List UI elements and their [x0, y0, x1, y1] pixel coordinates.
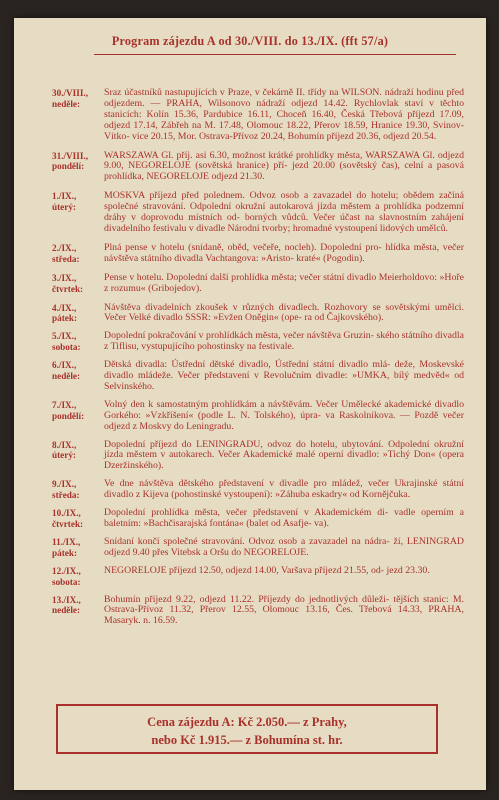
entry-text-line: kraté« (Pogodin).: [296, 252, 365, 264]
entry-text-line: ra od Čajkovského).: [304, 312, 384, 324]
entry-description: [104, 151, 464, 184]
entry-description: [104, 331, 464, 353]
entry-date-line: 9./IX.,: [52, 479, 77, 490]
entry-date-line: 10./IX.,: [52, 508, 81, 519]
entry-date: [52, 191, 104, 213]
entry-date-line: neděle:: [52, 98, 81, 109]
entry-date-line: pátek:: [52, 313, 78, 324]
entry-text-line: na M. 17.48, Olomouc 18.22, Přerov 18.59, Hranice 19.30, Svinov-Vítko-: [104, 119, 465, 142]
program-title: Program zájezdu A od 30./VIII. do 13./IX. (fft 57/a): [111, 34, 389, 48]
entry-text-line: festivalu v divadle Národní tvorby; hromadné vystoupení lidových: [152, 222, 415, 234]
entry-text-line: 14.42. Rychlovlak staví v těchto stanicích: Kolín 15.36, Pardubice: [104, 97, 465, 120]
itinerary-entry: [52, 303, 464, 325]
entry-date-line: pondělí:: [52, 161, 85, 172]
entry-text-line: WARSZAWA Gl. odjezd 9.00, NEGORELOJE (sovětská hranice) pří-: [104, 149, 464, 172]
entry-text-line: divadle: »UMKA, bílý medvěd« od Selvinského.: [104, 370, 465, 392]
entry-date: [52, 508, 104, 530]
entry-text-line: va Raskolnikova. — Pozdě večer odjezd z Moskvy do Leningradu.: [104, 409, 464, 432]
entry-date-line: středa:: [52, 253, 80, 264]
document-page: [14, 18, 486, 790]
entry-text-line: Volný den k samostatným prohlídkám a návštěvám. Večer Umělecké: [104, 398, 381, 410]
entry-text-line: akademické divadlo Gorkého: »Vzkříšení« (podle L. N. Tolského), úpra-: [104, 398, 464, 421]
itinerary-entry: [52, 440, 464, 473]
itinerary-entry: [52, 508, 464, 530]
entry-text-line: Ve dne návštěva dětského představení v divadle pro mládež, večer: [104, 478, 390, 490]
entry-date-line: 13./IX.,: [52, 594, 81, 605]
itinerary-entry: [52, 331, 464, 353]
entry-text-line: tějších stanic: M. Ostrava-Přívoz 11.32, Přerov 12.55, Olomouc 13.16,: [104, 593, 464, 616]
itinerary-entry: [52, 400, 464, 433]
price-line-2: nebo Kč 1.915.— z Bohumína st. hr.: [151, 733, 343, 747]
entry-text-line: Bohumín příjezd 9.22, odjezd 11.22. Příjezdy do jednotlivých důleži-: [104, 593, 390, 605]
entry-description: [104, 88, 464, 143]
entry-description: [104, 479, 464, 501]
itinerary-entry: [52, 360, 464, 393]
entry-text-line: eskadry« od Kornějčuka.: [311, 489, 411, 501]
entry-date: [52, 400, 104, 422]
entry-text-line: sovětskými umělci. Večer Velké divadlo SSSR: »Evžen Oněgin« (ope-: [104, 301, 464, 324]
entry-date-line: 12./IX.,: [52, 565, 81, 576]
entry-date-line: 3./IX.,: [52, 272, 77, 283]
entry-date-line: 7./IX.,: [52, 399, 77, 410]
entry-date: [52, 537, 104, 559]
entry-date: [52, 331, 104, 353]
entry-text-line: odjezd 21.30.: [211, 171, 265, 183]
entry-date-line: 1./IX.,: [52, 191, 77, 202]
entry-text-line: Návštěva divadelních zkoušek v různých divadlech. Rozhovory se: [104, 301, 381, 313]
itinerary-entry: [52, 273, 464, 295]
entry-text-line: Dětská divadla: Ústřední dětské divadlo, Ústřední státní divadlo mlá-: [104, 359, 391, 371]
entry-text-line: NEGORELOJE příjezd 12.50, odjezd 14.00, Varšava příjezd 21.55, od-: [104, 564, 385, 576]
entry-description: [104, 303, 464, 325]
entry-date-line: 8./IX.,: [52, 439, 77, 450]
entry-description: [104, 595, 464, 628]
entry-date-line: úterý:: [52, 450, 76, 461]
entry-text-line: jezd 20.00 (sovětský čas), celní a pasová prohlídka, NEGORELOJE: [104, 160, 465, 183]
entry-text-line: va).: [314, 518, 329, 529]
entry-date: [52, 595, 104, 617]
entry-date-line: středa:: [52, 490, 80, 501]
itinerary-entry: [52, 566, 464, 588]
entry-date: [52, 566, 104, 588]
entry-text-line: 16.11, Choceň 16.40, Česká Třebová příjezd 17.09, odjezd 17.14, Zábřeh: [104, 108, 465, 131]
entry-text-line: Plná pense v hotelu (snídaně, oběd, večeře, nocleh). Dopolední pro-: [104, 241, 382, 253]
entry-date-line: čtvrtek:: [52, 283, 84, 294]
entry-date: [52, 273, 104, 295]
entry-text-line: vadle operním a baletním: »Bachčisarajská fontána« (balet od Asafje-: [104, 507, 464, 529]
itinerary-entry: [52, 479, 464, 501]
itinerary-entry: [52, 151, 464, 184]
entry-date-line: 4./IX.,: [52, 302, 77, 313]
entry-date-line: pátek:: [52, 547, 78, 558]
entry-text-line: malé operní divadlo: »Tichý Don« (opera Dzeržinského).: [104, 449, 465, 472]
entry-text-line: Dopolední pokračování v prohlídkách města, večer návštěva Gruzin-: [104, 330, 374, 342]
entry-date-line: neděle:: [52, 605, 81, 616]
entry-date-line: neděle:: [52, 371, 81, 382]
entry-date: [52, 360, 104, 382]
entry-text-line: Ukrajinské státní divadlo z Kijeva (pohostinské vystoupení): »Záhuba: [104, 478, 464, 501]
entry-text-line: deže, Moskevské divadlo mládeže. Večer představení v Revolučním: [104, 359, 465, 382]
entry-description: [104, 508, 464, 530]
entry-text-line: MOSKVA příjezd před polednem. Odvoz osob a zavazadel do hotelu;: [104, 190, 399, 202]
entry-text-line: vice 20.15, Mor. Ostrava-Přívoz 20.24, Bohumín příjezd 20.36, odjezd: [132, 130, 410, 142]
itinerary-entry: [52, 243, 464, 265]
entry-text-line: Dopolední prohlídka města, večer představení v Akademickém di-: [104, 507, 389, 519]
entry-description: [104, 191, 464, 235]
entry-text-line: nádraží hodinu před odjezdem. — PRAHA, Wilsonovo nádraží odjezd: [104, 87, 464, 109]
entry-date: [52, 243, 104, 265]
entry-date: [52, 479, 104, 501]
price-line-1: Cena zájezdu A: Kč 2.050.— z Prahy,: [147, 715, 347, 729]
entry-date-line: 5./IX.,: [52, 331, 77, 342]
entry-description: [104, 360, 464, 393]
entry-text-line: WARSZAWA Gl. příj. asi 6.30, možnost krátké prohlídky města,: [104, 149, 363, 161]
itinerary-entry: [52, 88, 464, 143]
entry-date-line: 11./IX.,: [52, 536, 81, 547]
entry-text-line: Dopolední příjezd do LENINGRADU, odvoz do hotelu, ubytování.: [104, 438, 384, 450]
entry-description: [104, 566, 464, 577]
entry-description: [104, 273, 464, 295]
entry-description: [104, 400, 464, 433]
entry-date-line: sobota:: [52, 576, 81, 587]
entry-date-line: 2./IX.,: [52, 242, 77, 253]
entry-date-line: čtvrtek:: [52, 519, 84, 529]
entry-date: [52, 151, 104, 173]
price-box: [56, 704, 438, 754]
entry-text-line: ží, LENINGRAD odjezd 9.40 přes Vitebsk a Oršu do NEGORELOJE.: [104, 535, 464, 558]
entry-date-line: sobota:: [52, 342, 81, 353]
entry-date: [52, 303, 104, 325]
entry-date: [52, 88, 104, 110]
entry-text-line: jezd 23.30.: [386, 564, 430, 576]
entry-description: [104, 537, 464, 559]
entry-description: [104, 243, 464, 265]
entry-text-line: obědem začíná společné stravování. Odpolední okružní autokarová: [104, 190, 465, 213]
itinerary-list: [52, 88, 464, 634]
entry-date-line: 30./VIII.,: [52, 88, 88, 98]
entry-text-line: jízda městem a prohlídka podzemní dráhy v doprovodu místních od-: [104, 201, 465, 224]
entry-text-line: Sraz účastníků nastupujících v Praze, v čekárně II. třídy na WILSON.: [104, 87, 382, 98]
entry-text-line: Snídaní končí společné stravování. Odvoz osob a zavazadel na nádra-: [104, 535, 390, 547]
entry-text-line: Odpolední okružní jízda městem v autokarech. Večer Akademické: [104, 438, 464, 461]
entry-text-line: borných vůdců. Večer účast na slavnostním zahájení divadelního: [104, 212, 464, 234]
entry-date-line: 6./IX.,: [52, 360, 77, 371]
entry-text-line: ského státního divadla z Tiflisu, vystupujícího pohostinsky na festivale.: [104, 330, 464, 353]
entry-text-line: Meierholdovo: »Hoře z rozumu« (Gribojedov).: [104, 271, 464, 294]
itinerary-entry: [52, 537, 464, 559]
entry-date-line: pondělí:: [52, 410, 85, 421]
entry-date-line: 31./VIII.,: [52, 150, 88, 161]
itinerary-entry: [52, 595, 464, 628]
entry-date-line: úterý:: [52, 202, 76, 213]
itinerary-entry: [52, 191, 464, 235]
entry-text-line: 20.54.: [411, 130, 437, 142]
title-rule: [94, 54, 456, 55]
entry-text-line: hlídka města, večer návštěva státního divadla Vachtangova: »Aristo-: [104, 241, 465, 264]
entry-description: [104, 440, 464, 473]
entry-text-line: Čes. Třebová 14.33, PRAHA, Masaryk. n. 16.59.: [104, 604, 464, 627]
entry-text-line: umělců.: [416, 222, 448, 234]
entry-date: [52, 440, 104, 462]
entry-text-line: Pense v hotelu. Dopolední další prohlídka města; večer státní divadlo: [104, 271, 377, 283]
